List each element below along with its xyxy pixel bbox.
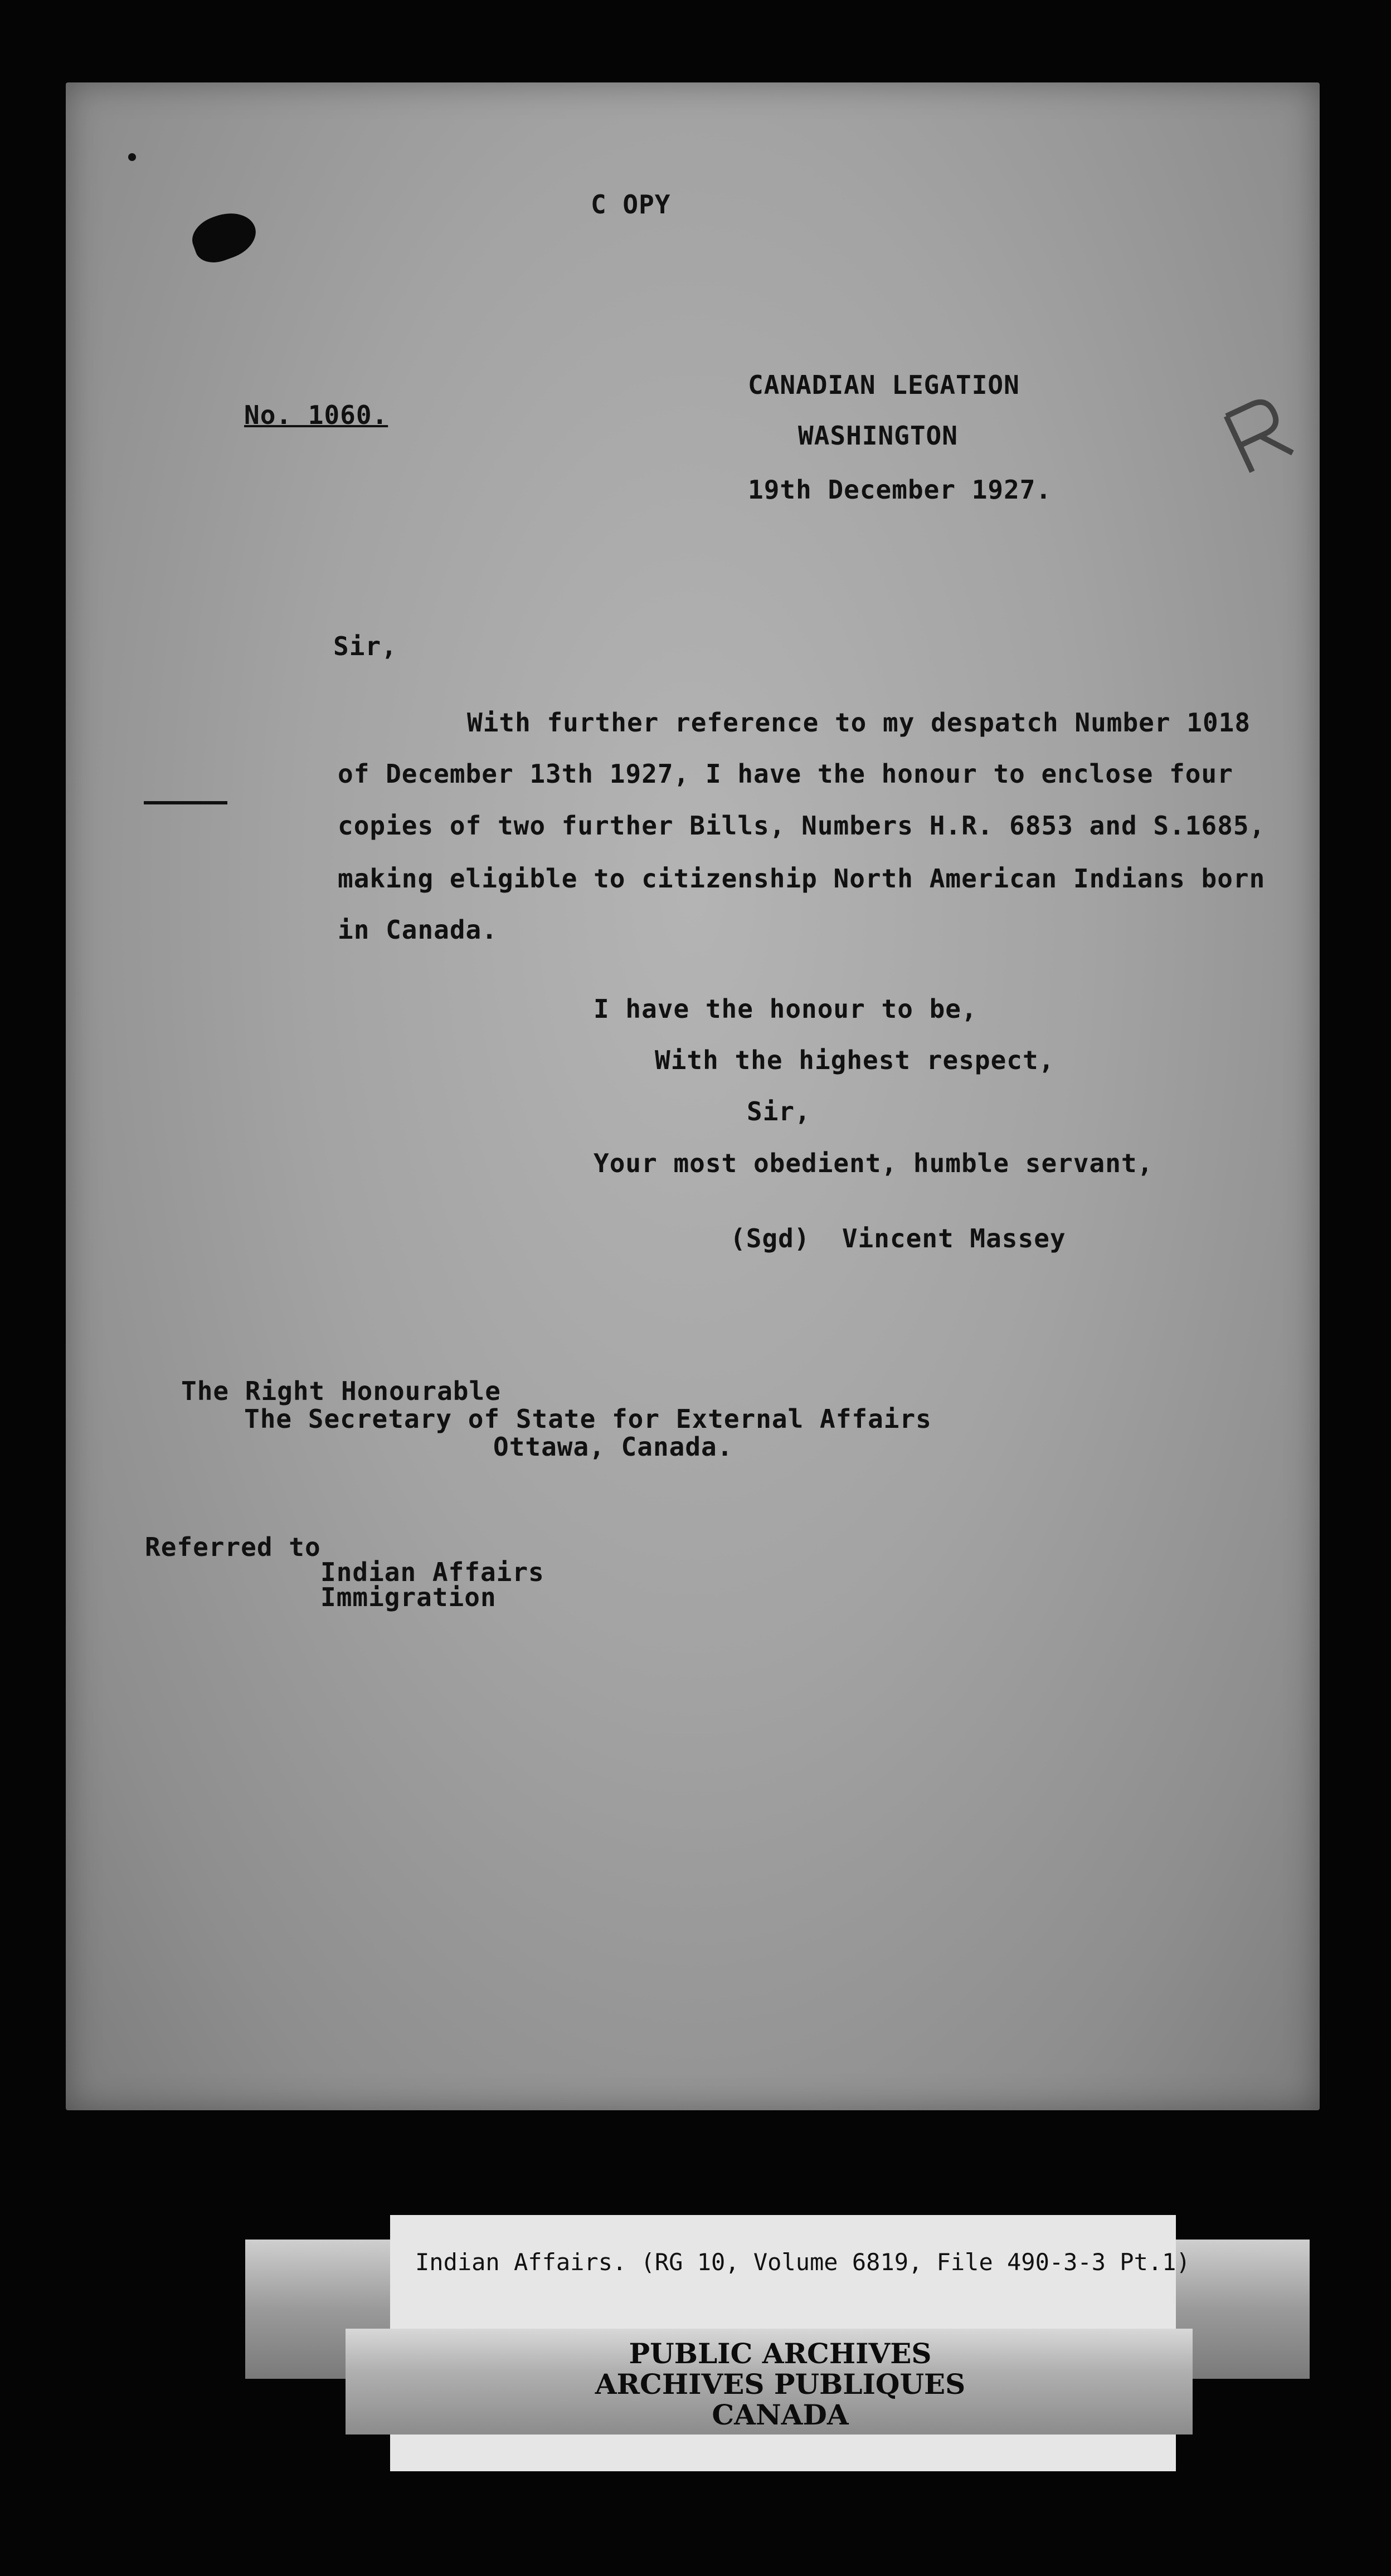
body-line: of December 13th 1927, I have the honour to enclose four [338,759,1233,789]
body-line: in Canada. [338,915,498,945]
closing-line: Your most obedient, humble servant, [594,1148,1154,1178]
referral-label: Referred to [145,1532,321,1562]
despatch-number: No. 1060. [244,400,388,430]
addressee-line: Ottawa, Canada. [493,1432,733,1462]
closing-line: Sir, [747,1096,811,1126]
closing-line: With the highest respect, [655,1045,1055,1075]
received-stamp-icon [1220,393,1298,476]
archive-stamp-line: ARCHIVES PUBLIQUES [595,2368,966,2401]
letterhead-city: WASHINGTON [798,421,958,451]
referral-item: Immigration [320,1582,497,1612]
copy-label: C OPY [591,189,671,219]
archive-reference: Indian Affairs. (RG 10, Volume 6819, File 490-3-3 Pt.1) [415,2248,1190,2276]
addressee-line: The Right Honourable [181,1376,501,1406]
referral-item: Indian Affairs [320,1557,544,1587]
body-line: making eligible to citizenship North American Indians born [338,863,1266,894]
closing-line: I have the honour to be, [594,994,977,1024]
margin-mark [144,801,227,804]
document-page [66,82,1320,2110]
letterhead-legation: CANADIAN LEGATION [748,370,1020,400]
ink-speck [128,153,136,161]
signature: (Sgd) Vincent Massey [730,1223,1066,1253]
archive-stamp-line: CANADA [712,2398,849,2431]
body-line: copies of two further Bills, Numbers H.R. 6853 and S.1685, [338,811,1266,841]
addressee-line: The Secretary of State for External Affairs [244,1404,932,1434]
archive-stamp-line: PUBLIC ARCHIVES [629,2337,932,2370]
salutation: Sir, [333,631,397,661]
letter-date: 19th December 1927. [748,475,1052,505]
body-line: With further reference to my despatch Number 1018 [467,708,1251,738]
